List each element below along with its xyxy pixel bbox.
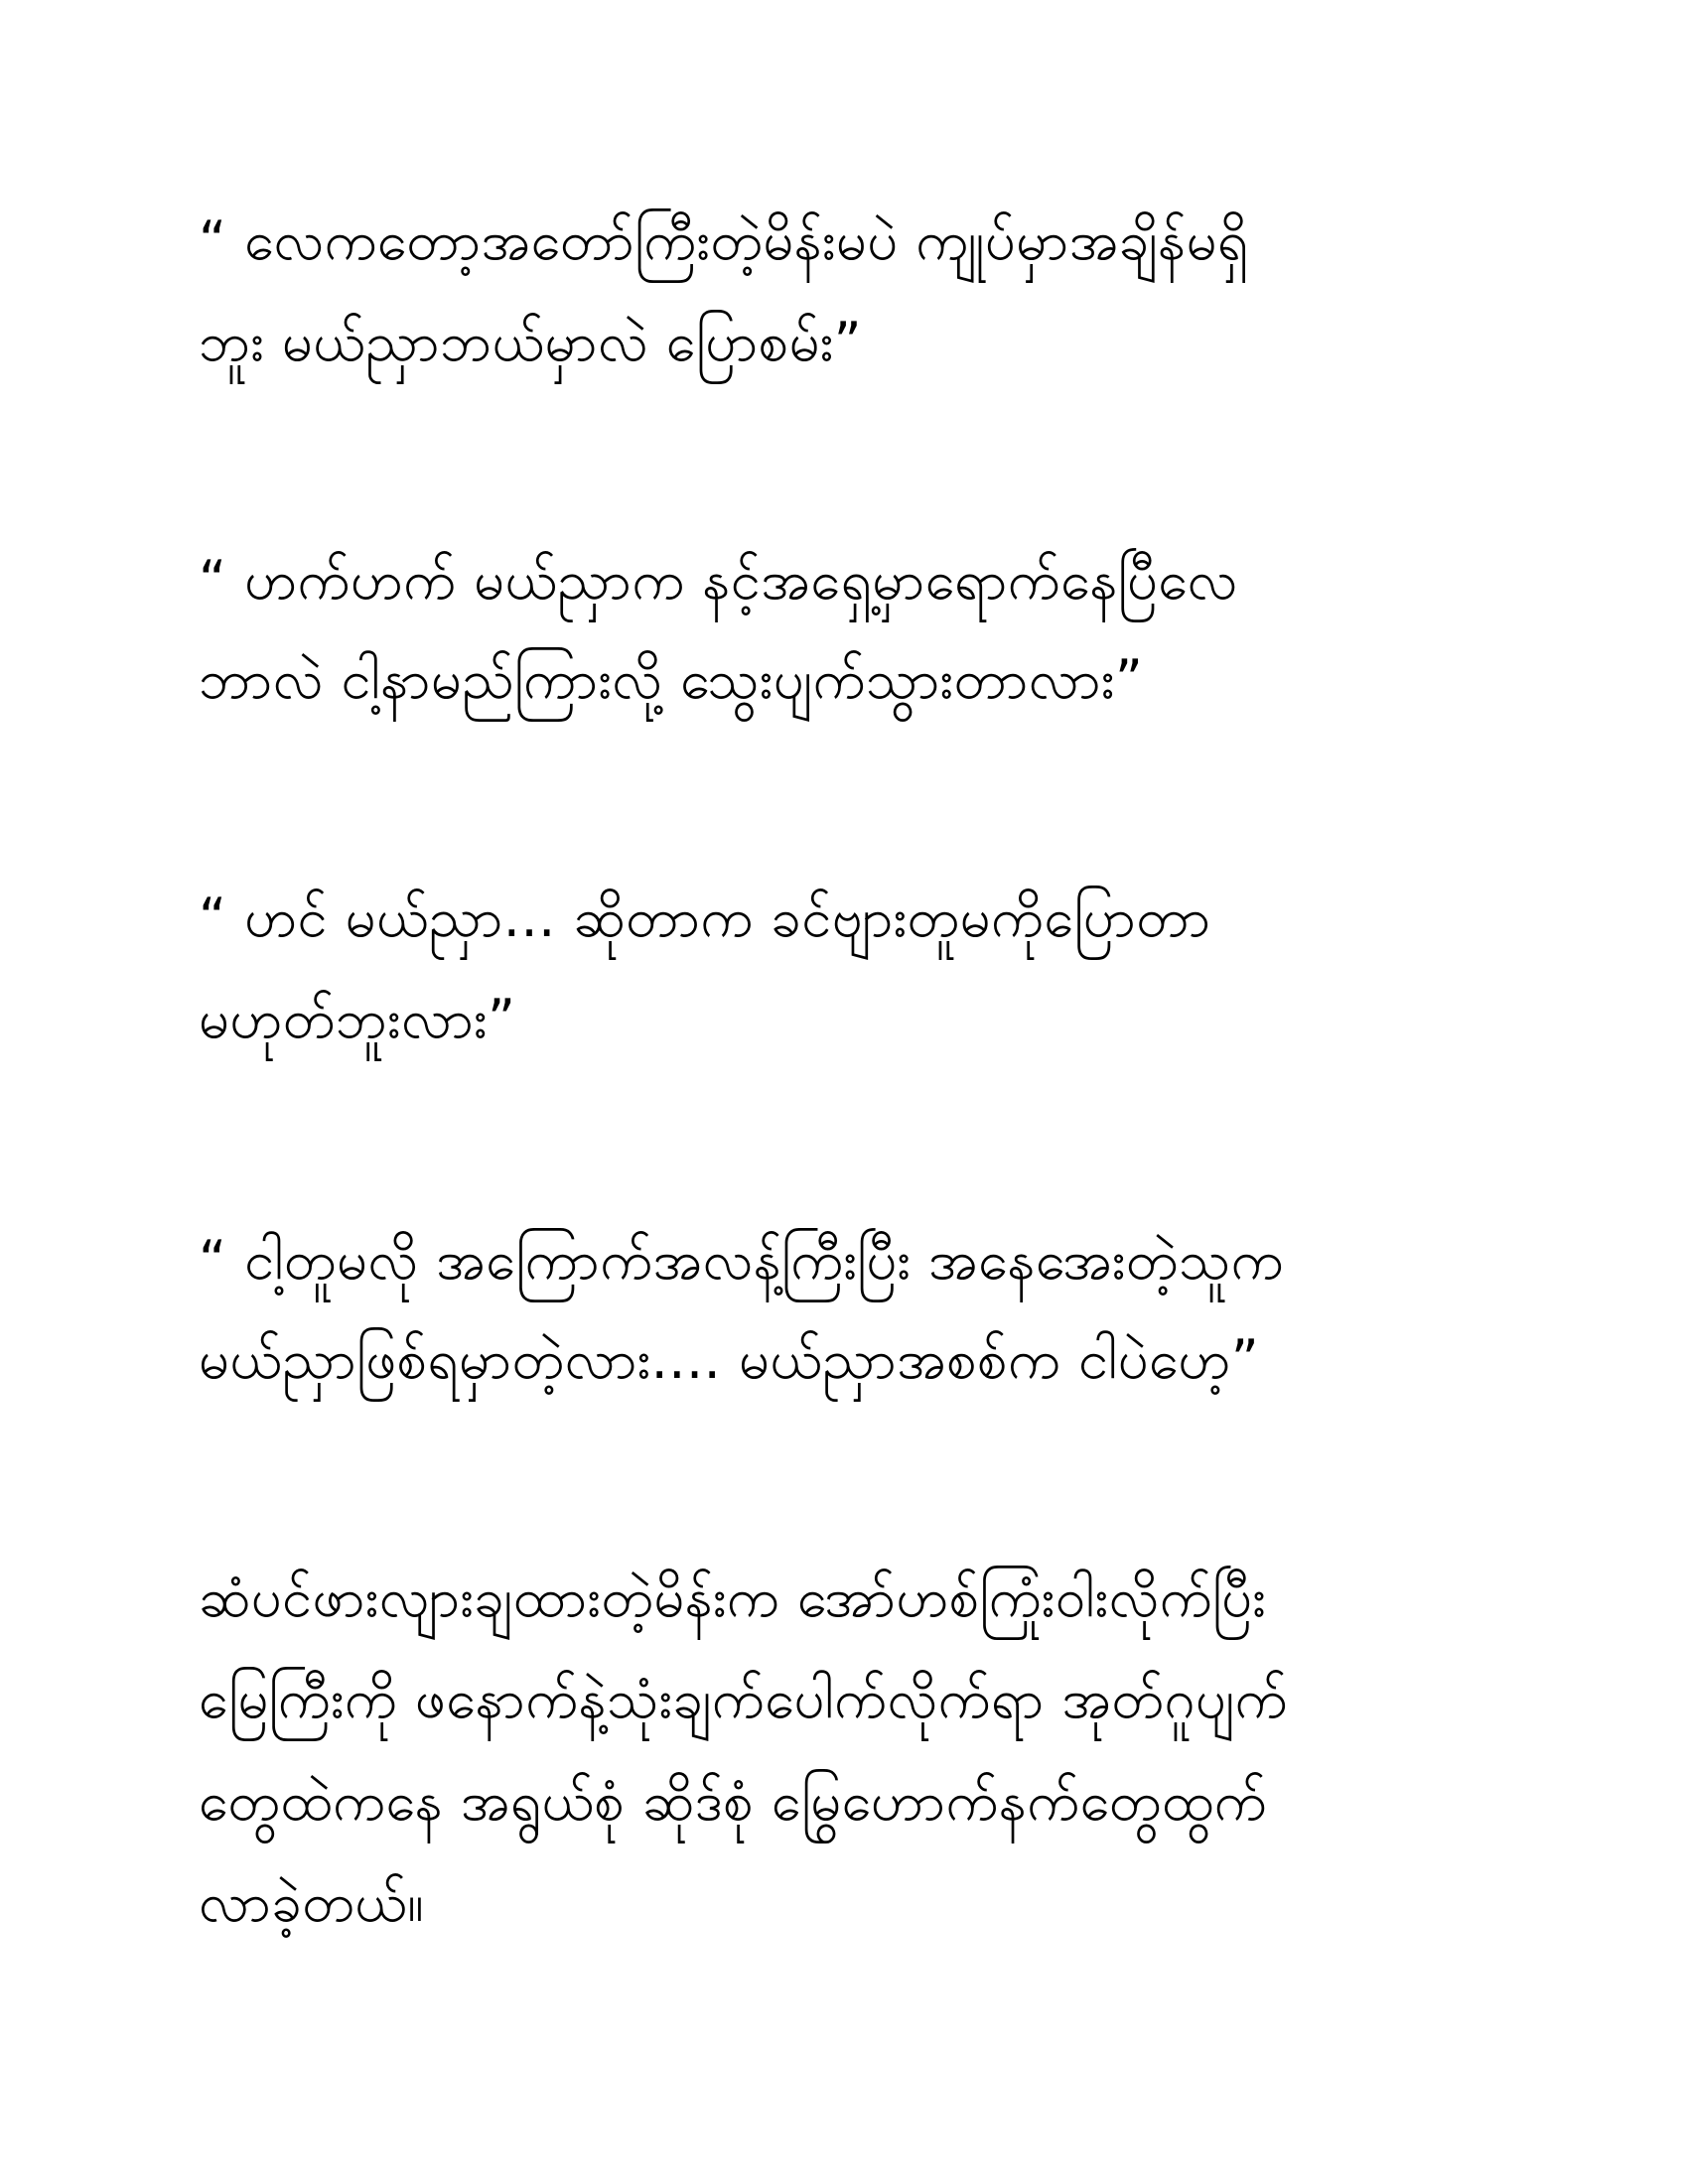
paragraph-3-line-1: “ ဟင် မယ်ညှာ... ဆိုတာက ခင်ဗျားတူမကိုပြောတာ xyxy=(199,887,1211,949)
paragraph-5-line-1: ဆံပင်ဖားလျားချထားတဲ့မိန်းက အော်ဟစ်ကြုံးဝါးလိုက်ပြီး xyxy=(199,1567,1267,1629)
paragraph-5-line-3: တွေထဲကနေ အရွယ်စုံ ဆိုဒ်စုံ မြွေဟောက်နက်တွေထွက် xyxy=(199,1770,1268,1833)
paragraph-1-line-1: “ လေကတော့အတော်ကြီးတဲ့မိန်းမပဲ ကျုပ်မှာအချိန်မရှိ xyxy=(199,209,1249,272)
paragraph-4-line-2: မယ်ညှာဖြစ်ရမှာတဲ့လား.... မယ်ညှာအစစ်က ငါပဲဟေ့” xyxy=(199,1328,1260,1391)
paragraph-5-line-4: လာခဲ့တယ်။ xyxy=(199,1871,425,1934)
paragraph-3-line-2: မဟုတ်ဘူးလား” xyxy=(199,988,516,1050)
paragraph-2-line-2: ဘာလဲ ငါ့နာမည်ကြားလို့ သွေးပျက်သွားတာလား” xyxy=(199,648,1144,711)
paragraph-4-line-1: “ ငါ့တူမလို အကြောက်အလန့်ကြီးပြီး အနေအေးတဲ့သူက xyxy=(199,1229,1285,1292)
paragraph-1-line-2: ဘူး မယ်ညှာဘယ်မှာလဲ ပြောစမ်း” xyxy=(199,311,863,373)
paragraph-2-line-1: “ ဟက်ဟက် မယ်ညှာက နင့်အရှေ့မှာရောက်နေပြီလေ xyxy=(199,549,1238,612)
paragraph-5-line-2: မြေကြီးကို ဖနောက်နဲ့သုံးချက်ပေါက်လိုက်ရာ အုတ်ဂူပျက် xyxy=(199,1668,1289,1730)
